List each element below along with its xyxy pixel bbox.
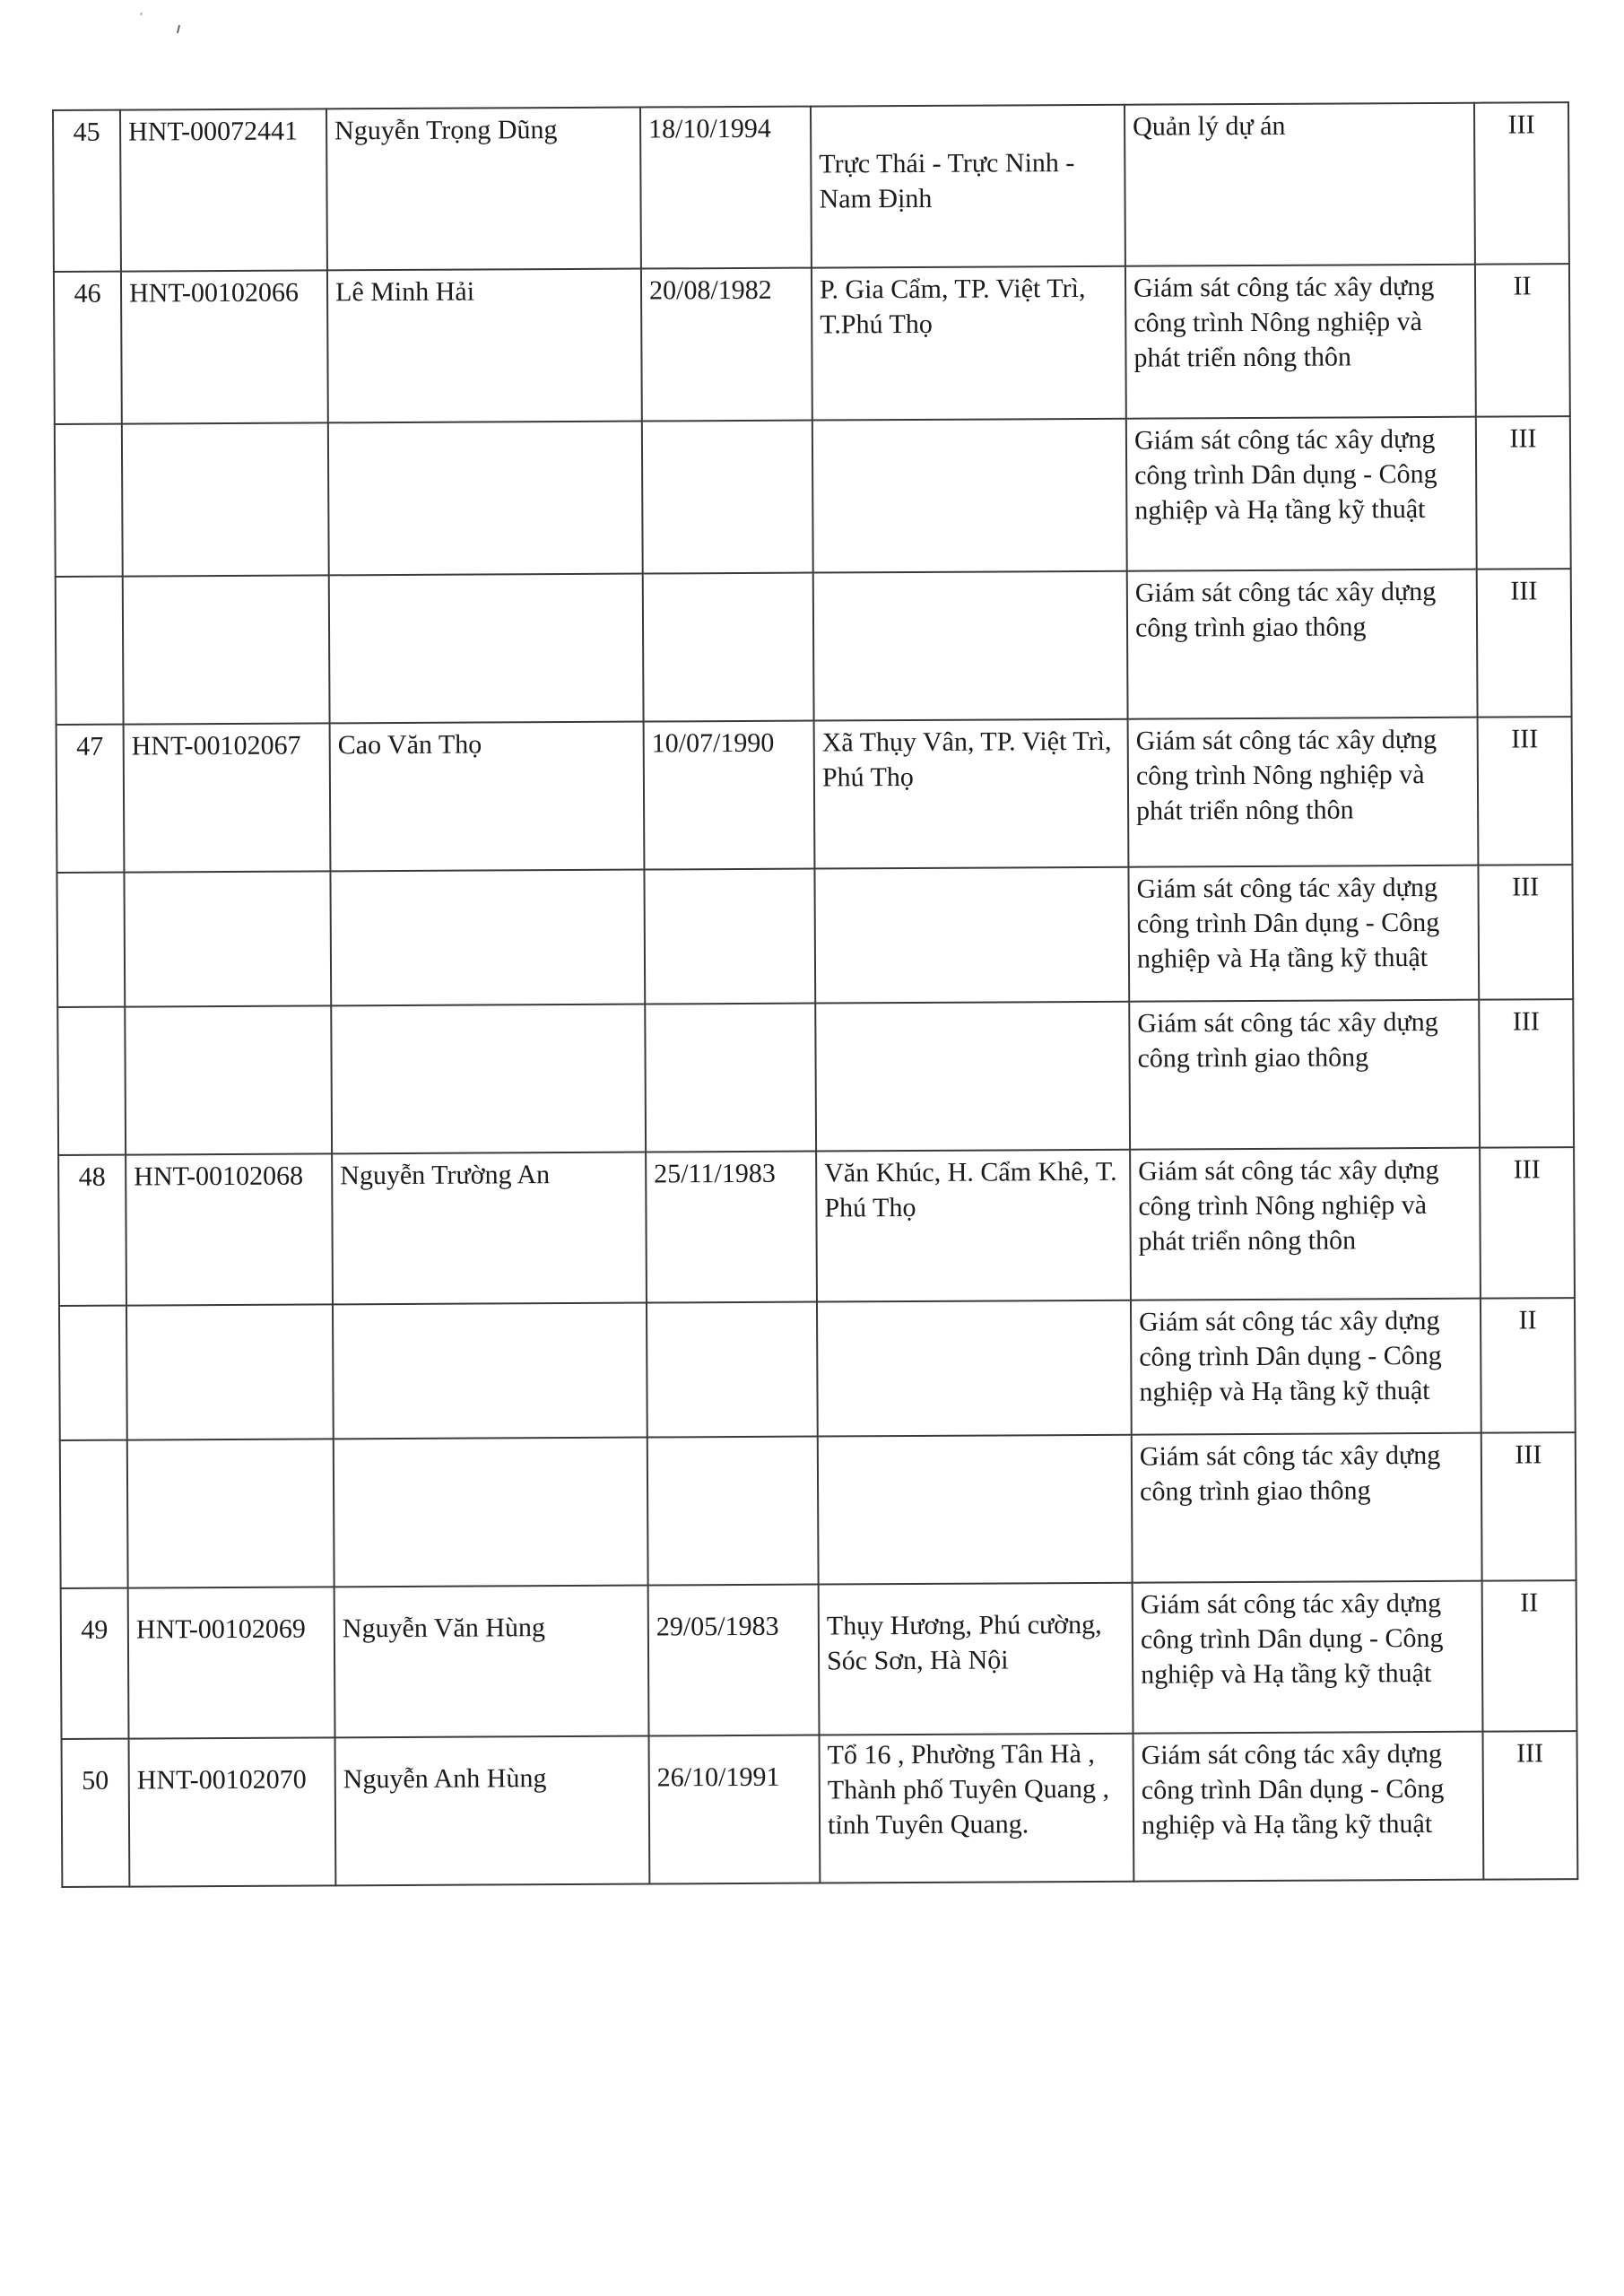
empty-cell: [328, 422, 643, 576]
table-row: [62, 1731, 1578, 1887]
empty-cell: [644, 869, 815, 1004]
empty-cell: [125, 1005, 332, 1154]
empty-cell: [329, 574, 644, 724]
empty-cell: [815, 1002, 1130, 1152]
certificate-register-table: [52, 101, 1578, 1888]
table-row: [56, 569, 1572, 725]
rank: II: [1482, 1580, 1577, 1732]
date-of-birth: 10/07/1990: [644, 721, 815, 870]
empty-cell: [331, 1004, 646, 1154]
address: P. Gia Cẩm, TP. Việt Trì, T.Phú Thọ: [812, 266, 1126, 421]
person-name: Nguyễn Văn Hùng: [334, 1586, 649, 1738]
table-row: [56, 865, 1573, 1007]
empty-cell: [127, 1439, 334, 1587]
certificate-code: HNT-00102068: [126, 1153, 333, 1305]
row-number: 50: [62, 1739, 130, 1887]
practice-field: Giám sát công tác xây dựng công trình Dân dụng - Công nghiệp và Hạ tầng kỹ thuật: [1133, 1732, 1483, 1882]
empty-cell: [333, 1303, 647, 1439]
table-row: [54, 264, 1570, 424]
practice-field: Giám sát công tác xây dựng công trình Nông nghiệp và phát triển nông thôn: [1130, 1148, 1481, 1300]
practice-field: Giám sát công tác xây dựng công trình Dân dụng - Công nghiệp và Hạ tầng kỹ thuật: [1128, 865, 1479, 1002]
table-row: [55, 416, 1571, 577]
empty-cell: [818, 1435, 1133, 1585]
empty-cell: [642, 421, 813, 574]
certificate-code: HNT-00102069: [128, 1587, 335, 1738]
address: Văn Khúc, H. Cẩm Khê, T. Phú Thọ: [816, 1150, 1131, 1302]
table-row: [60, 1432, 1576, 1588]
table-row: [61, 1580, 1577, 1739]
certificate-code: HNT-00072441: [120, 109, 327, 271]
address: Thụy Hương, Phú cường, Sóc Sơn, Hà Nội: [819, 1583, 1133, 1735]
empty-cell: [812, 419, 1127, 573]
rank: II: [1475, 264, 1570, 417]
address: Tổ 16 , Phường Tân Hà , Thành phố Tuyên Quang , tỉnh Tuyên Quang.: [820, 1734, 1134, 1883]
date-of-birth: 26/10/1991: [649, 1735, 821, 1884]
practice-field: Giám sát công tác xây dựng công trình Nông nghiệp và phát triển nông thôn: [1128, 718, 1479, 867]
table-row: [53, 102, 1569, 272]
date-of-birth: 20/08/1982: [641, 268, 812, 422]
empty-cell: [813, 571, 1128, 721]
scan-mark: [177, 25, 180, 33]
certificate-code: HNT-00102067: [124, 723, 331, 872]
empty-cell: [55, 424, 123, 577]
empty-cell: [124, 871, 331, 1006]
empty-cell: [334, 1438, 648, 1587]
rank: III: [1479, 999, 1574, 1148]
empty-cell: [123, 575, 330, 724]
table-row: [56, 717, 1573, 873]
rank: III: [1478, 865, 1573, 1000]
table-row: [59, 1298, 1576, 1440]
certificate-code: HNT-00102066: [121, 270, 328, 423]
table-row: [57, 999, 1574, 1155]
certificate-code: HNT-00102070: [129, 1737, 336, 1886]
row-number: 49: [61, 1588, 129, 1739]
rank: III: [1477, 569, 1572, 718]
rank: III: [1481, 1432, 1576, 1581]
row-number: 48: [58, 1155, 126, 1306]
empty-cell: [59, 1306, 127, 1440]
empty-cell: [814, 867, 1129, 1004]
practice-field: Giám sát công tác xây dựng công trình Dân dụng - Công nghiệp và Hạ tầng kỹ thuật: [1131, 1299, 1481, 1435]
rank: III: [1482, 1731, 1577, 1880]
empty-cell: [56, 577, 124, 725]
empty-cell: [122, 422, 329, 576]
rank: III: [1478, 717, 1573, 865]
person-name: Lê Minh Hải: [327, 269, 642, 423]
date-of-birth: 18/10/1994: [640, 107, 812, 269]
practice-field: Quản lý dự án: [1125, 103, 1475, 266]
date-of-birth: 25/11/1983: [646, 1152, 817, 1303]
empty-cell: [330, 870, 645, 1006]
practice-field: Giám sát công tác xây dựng công trình giao thông: [1132, 1433, 1482, 1583]
empty-cell: [647, 1302, 818, 1438]
person-name: Nguyễn Trọng Dũng: [326, 108, 641, 271]
empty-cell: [56, 873, 125, 1007]
rank: III: [1474, 102, 1569, 265]
empty-cell: [647, 1437, 819, 1586]
rank: III: [1476, 416, 1571, 570]
row-number: 47: [56, 725, 125, 873]
address: Trực Thái - Trực Ninh - Nam Định: [811, 105, 1125, 268]
practice-field: Giám sát công tác xây dựng công trình giao thông: [1127, 570, 1478, 719]
empty-cell: [817, 1300, 1132, 1437]
rank: II: [1481, 1298, 1576, 1433]
scan-speck: [140, 13, 143, 15]
practice-field: Giám sát công tác xây dựng công trình Dân dụng - Công nghiệp và Hạ tầng kỹ thuật: [1126, 417, 1477, 571]
row-number: 45: [53, 110, 121, 272]
table-row: [58, 1147, 1575, 1306]
address: Xã Thụy Vân, TP. Việt Trì, Phú Thọ: [814, 719, 1129, 869]
rank: III: [1480, 1147, 1575, 1299]
row-number: 46: [54, 272, 122, 424]
practice-field: Giám sát công tác xây dựng công trình Nông nghiệp và phát triển nông thôn: [1125, 265, 1476, 419]
date-of-birth: 29/05/1983: [648, 1585, 820, 1736]
empty-cell: [60, 1440, 128, 1588]
empty-cell: [126, 1304, 334, 1439]
empty-cell: [645, 1004, 816, 1152]
practice-field: Giám sát công tác xây dựng công trình Dân dụng - Công nghiệp và Hạ tầng kỹ thuật: [1133, 1581, 1483, 1734]
practice-field: Giám sát công tác xây dựng công trình giao thông: [1129, 1000, 1480, 1150]
empty-cell: [57, 1007, 126, 1155]
person-name: Cao Văn Thọ: [330, 722, 645, 872]
person-name: Nguyễn Anh Hùng: [335, 1736, 650, 1886]
empty-cell: [643, 573, 814, 722]
person-name: Nguyễn Trường An: [332, 1152, 647, 1305]
